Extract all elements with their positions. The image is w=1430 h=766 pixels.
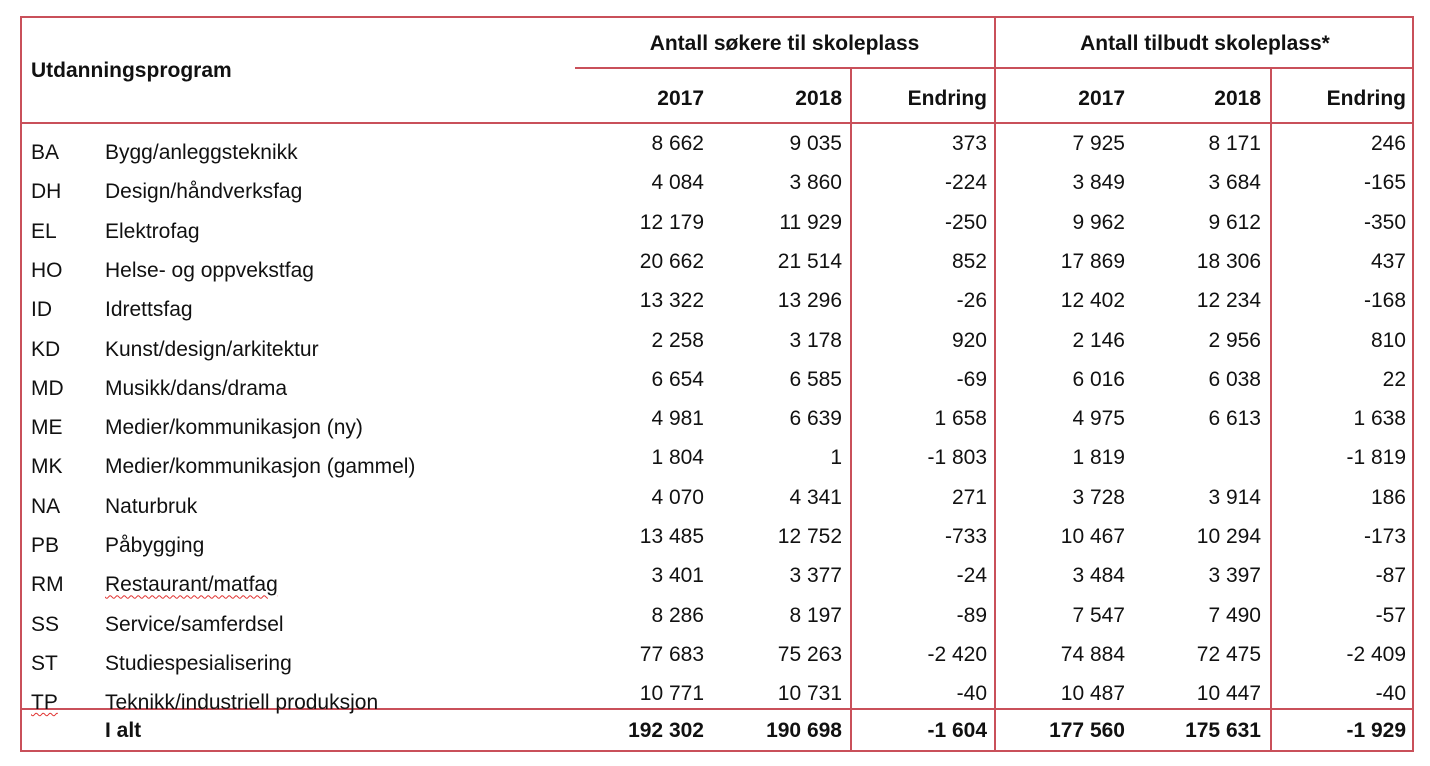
applicants-change: -69 xyxy=(956,367,987,391)
program-code: MD xyxy=(31,376,64,400)
col-divider-applicants-change xyxy=(850,67,852,752)
program-header: Utdanningsprogram xyxy=(31,59,232,82)
applicants-2018: 11 929 xyxy=(779,210,842,234)
offered-change: 437 xyxy=(1370,249,1406,273)
total-offered-2017: 177 560 xyxy=(1049,719,1125,742)
applicants-group-header: Antall søkere til skoleplass xyxy=(649,32,920,55)
offered-2018: 3 914 xyxy=(1208,485,1261,509)
offered-change: -350 xyxy=(1363,210,1406,234)
total-applicants-2017: 192 302 xyxy=(628,719,704,742)
applicants-2017: 8 286 xyxy=(651,603,704,627)
applicants-2017: 77 683 xyxy=(639,642,704,666)
offered-2017: 4 975 xyxy=(1072,407,1125,431)
applicants-2018: 12 752 xyxy=(777,525,842,548)
program-name: Restaurant/matfag xyxy=(105,573,278,597)
program-code: TP xyxy=(31,691,58,715)
program-name: Teknikk/industriell produksjon xyxy=(105,691,379,715)
applicants-2017: 4 981 xyxy=(651,407,704,431)
header-divider-offered xyxy=(996,67,1414,69)
offered-2017: 10 487 xyxy=(1060,682,1125,706)
applicants-2018: 3 377 xyxy=(789,564,842,588)
applicants-change: -2 420 xyxy=(927,642,987,666)
offered-2018: 7 490 xyxy=(1208,603,1261,627)
offered-2017: 3 849 xyxy=(1072,171,1125,195)
offered-2018: 3 397 xyxy=(1208,564,1261,588)
applicants-change: -89 xyxy=(956,603,987,627)
offered-2018: 10 294 xyxy=(1196,525,1261,548)
applicants-2017: 12 179 xyxy=(639,210,704,234)
total-offered-2018: 175 631 xyxy=(1185,719,1261,742)
offered-change: -57 xyxy=(1375,603,1406,627)
offered-change: -2 409 xyxy=(1346,642,1406,666)
program-code: EL xyxy=(31,219,57,243)
offered-2017: 7 547 xyxy=(1072,603,1125,627)
program-code: PB xyxy=(31,534,60,557)
program-code: KD xyxy=(31,337,61,361)
program-name: Medier/kommunikasjon (ny) xyxy=(105,416,363,440)
program-code: SS xyxy=(31,612,60,636)
program-code: NA xyxy=(31,494,61,518)
program-code: ST xyxy=(31,651,58,675)
applicants-2017: 10 771 xyxy=(639,682,704,706)
total-label: I alt xyxy=(105,719,142,742)
program-name: Påbygging xyxy=(105,534,205,557)
applicants-2017: 4 084 xyxy=(651,171,704,195)
offered-2018: 72 475 xyxy=(1196,642,1261,666)
program-name: Elektrofag xyxy=(105,219,200,243)
program-name: Idrettsfag xyxy=(105,298,193,322)
applicants-2017: 6 654 xyxy=(651,367,704,391)
applicants-2018: 6 585 xyxy=(789,367,842,391)
col-divider-offered-change xyxy=(1270,67,1272,752)
program-name: Bygg/anleggsteknikk xyxy=(105,141,298,164)
program-name: Kunst/design/arkitektur xyxy=(105,337,319,361)
header-bottom-line xyxy=(20,122,1414,124)
applicants-2018: 4 341 xyxy=(789,485,842,509)
offered-2018: 6 038 xyxy=(1208,367,1261,391)
offered-2017: 2 146 xyxy=(1072,328,1125,352)
applicants-2018: 21 514 xyxy=(777,249,842,273)
total-offered-change: -1 929 xyxy=(1346,719,1406,742)
offered-change: 246 xyxy=(1370,132,1406,155)
offered-change: 810 xyxy=(1370,328,1406,352)
offered-2018: 18 306 xyxy=(1196,249,1261,273)
program-code: DH xyxy=(31,180,62,204)
applicants-2017: 4 070 xyxy=(651,485,704,509)
offered-2017: 3 728 xyxy=(1072,485,1125,509)
applicants-2018: 6 639 xyxy=(789,407,842,431)
program-code: ID xyxy=(31,298,52,322)
applicants-2017: 20 662 xyxy=(639,249,704,273)
group-divider xyxy=(994,16,996,752)
offered-2018: 2 956 xyxy=(1208,328,1261,352)
offered-2017: 17 869 xyxy=(1060,249,1125,273)
applicants-change-header: Endring xyxy=(907,87,987,110)
program-name: Naturbruk xyxy=(105,494,198,518)
applicants-change: -224 xyxy=(944,171,987,195)
program-name: Design/håndverksfag xyxy=(105,180,303,204)
offered-change: -1 819 xyxy=(1346,446,1406,470)
offered-2018: 10 447 xyxy=(1196,682,1261,706)
program-code: BA xyxy=(31,141,60,164)
program-name: Studiespesialisering xyxy=(105,651,292,675)
applicants-change: 852 xyxy=(951,249,987,273)
applicants-change: 271 xyxy=(951,485,987,509)
applicants-change: -733 xyxy=(944,525,987,548)
applicants-change: -40 xyxy=(956,682,987,706)
applicants-2017: 3 401 xyxy=(651,564,704,588)
applicants-2017: 8 662 xyxy=(651,132,704,155)
applicants-2018: 8 197 xyxy=(789,603,842,627)
offered-change: -165 xyxy=(1363,171,1406,195)
applicants-change: -1 803 xyxy=(927,446,987,470)
applicants-change: 1 658 xyxy=(934,407,987,431)
applicants-2018: 9 035 xyxy=(789,132,842,155)
total-applicants-2018: 190 698 xyxy=(766,719,842,742)
offered-2018: 9 612 xyxy=(1208,210,1261,234)
applicants-change: -26 xyxy=(956,289,987,313)
offered-2017: 1 819 xyxy=(1072,446,1125,470)
applicants-2018: 3 860 xyxy=(789,171,842,195)
offered-change-header: Endring xyxy=(1326,87,1406,110)
program-code: MK xyxy=(31,455,63,479)
offered-2018: 6 613 xyxy=(1208,407,1261,431)
applicants-change: -24 xyxy=(956,564,987,588)
offered-change: 1 638 xyxy=(1353,407,1406,431)
applicants-2018: 1 xyxy=(830,446,842,470)
offered-2017: 9 962 xyxy=(1072,210,1125,234)
applicants-change: -250 xyxy=(944,210,987,234)
program-code: ME xyxy=(31,416,63,440)
offered-2018-header: 2018 xyxy=(1214,87,1261,110)
offered-2017: 10 467 xyxy=(1060,525,1125,548)
offered-2017: 3 484 xyxy=(1072,564,1125,588)
applicants-2017: 2 258 xyxy=(651,328,704,352)
offered-2017: 12 402 xyxy=(1060,289,1125,313)
program-name: Medier/kommunikasjon (gammel) xyxy=(105,455,416,479)
program-code: RM xyxy=(31,573,64,597)
applicants-2018: 3 178 xyxy=(789,328,842,352)
program-name: Musikk/dans/drama xyxy=(105,376,288,400)
offered-2017: 74 884 xyxy=(1060,642,1125,666)
applicants-2017: 13 485 xyxy=(639,525,704,548)
offered-2017: 6 016 xyxy=(1072,367,1125,391)
offered-change: -87 xyxy=(1375,564,1406,588)
offered-change: 22 xyxy=(1382,367,1406,391)
program-name: Service/samferdsel xyxy=(105,612,284,636)
offered-change: -173 xyxy=(1363,525,1406,548)
applicants-2018: 13 296 xyxy=(777,289,842,313)
offered-2017-header: 2017 xyxy=(1078,87,1125,110)
applicants-2018: 10 731 xyxy=(777,682,842,706)
applicants-2017: 13 322 xyxy=(639,289,704,313)
offered-2017: 7 925 xyxy=(1072,132,1125,155)
applicants-change: 920 xyxy=(951,328,987,352)
applicants-2018-header: 2018 xyxy=(795,87,842,110)
applicants-2018: 75 263 xyxy=(777,642,842,666)
offered-2018: 8 171 xyxy=(1208,132,1261,155)
offered-change: -40 xyxy=(1375,682,1406,706)
header-divider-applicants xyxy=(575,67,996,69)
applicants-change: 373 xyxy=(951,132,987,155)
applicants-2017: 1 804 xyxy=(651,446,704,470)
offered-change: -168 xyxy=(1363,289,1406,313)
program-name: Helse- og oppvekstfag xyxy=(105,258,314,282)
offered-group-header: Antall tilbudt skoleplass* xyxy=(1080,32,1330,55)
offered-2018: 3 684 xyxy=(1208,171,1261,195)
offered-2018: 12 234 xyxy=(1196,289,1261,313)
program-code: HO xyxy=(31,258,63,282)
offered-change: 186 xyxy=(1370,485,1406,509)
total-applicants-change: -1 604 xyxy=(927,719,987,742)
applicants-2017-header: 2017 xyxy=(657,87,704,110)
